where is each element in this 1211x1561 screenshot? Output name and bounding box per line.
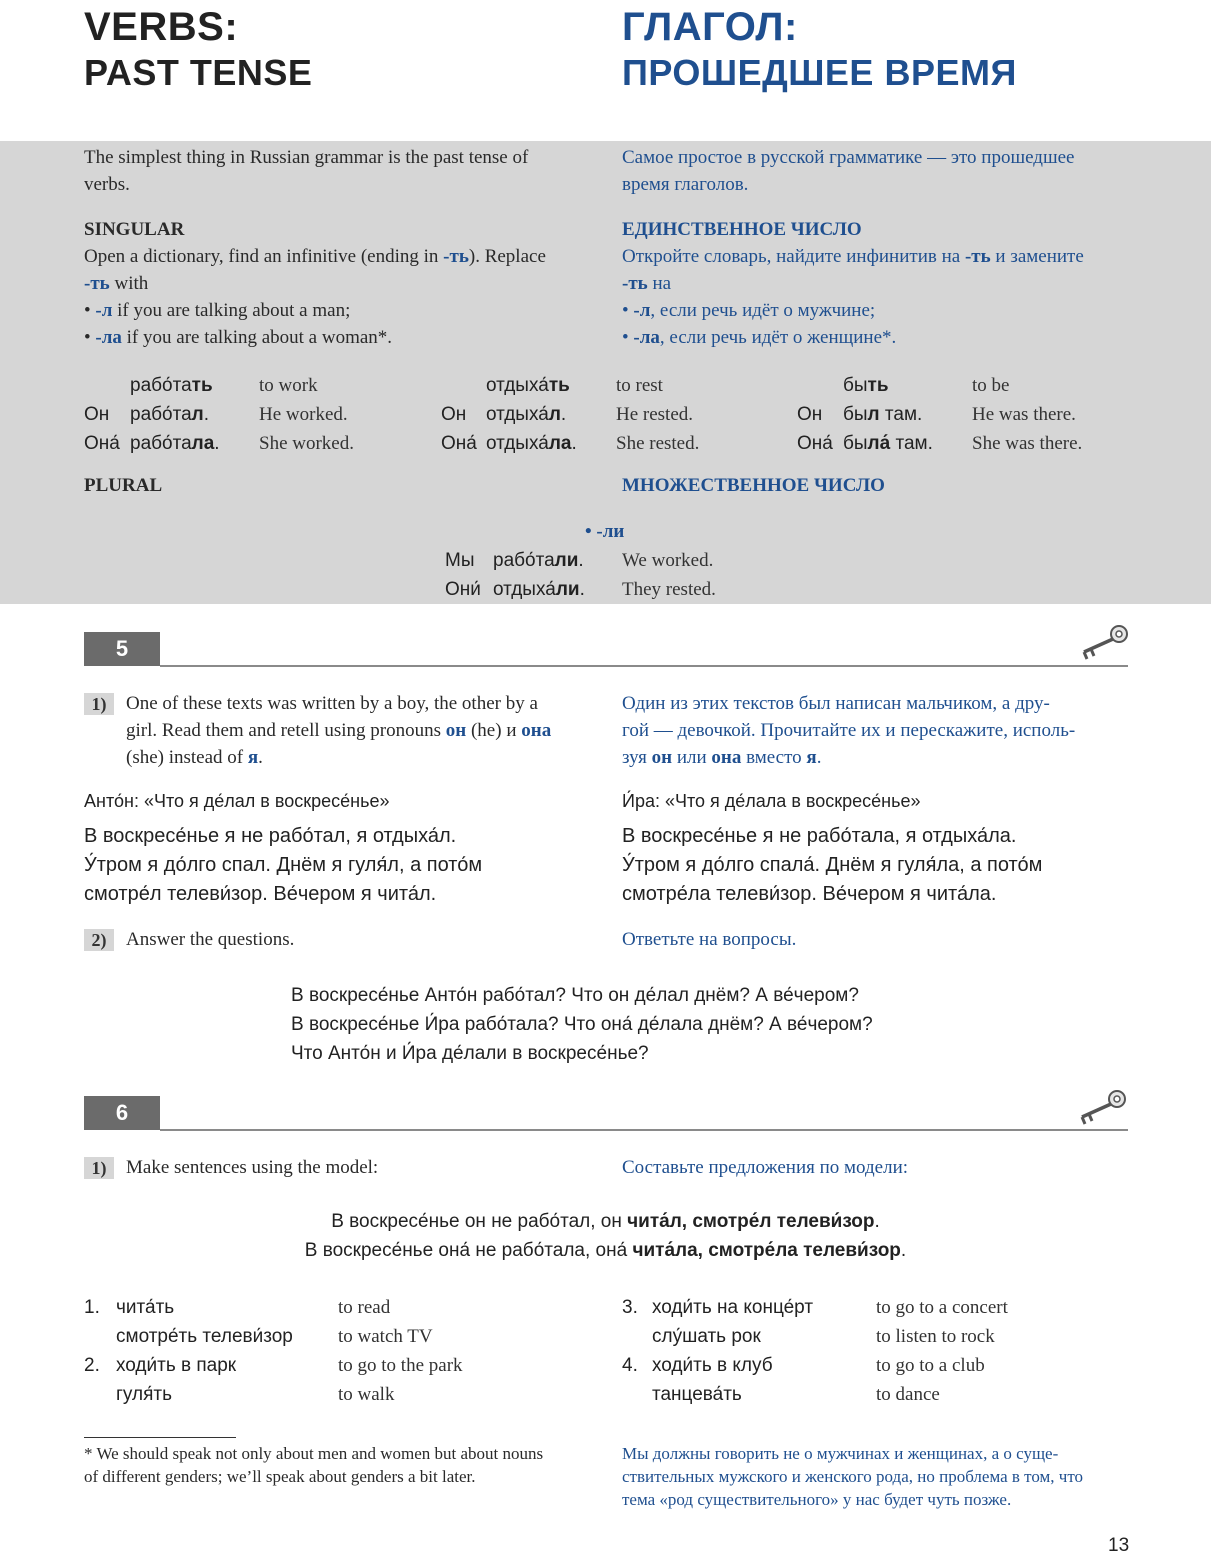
verb-ending: ла — [191, 433, 215, 454]
plural-heading-en: PLURAL — [84, 475, 163, 496]
pronoun: Он — [441, 404, 467, 425]
verb-stem: бы — [843, 404, 868, 425]
text: или — [672, 747, 712, 768]
step-label: 1) — [84, 693, 114, 715]
intro-en-line: The simplest thing in Russian grammar is the past tense of — [84, 147, 529, 168]
verb-stem: отдыха́ — [486, 404, 549, 425]
keyword: он — [445, 720, 467, 741]
list-verb: слу́шать рок — [652, 1326, 761, 1347]
title-ru-line1: ГЛАГОЛ: — [622, 5, 798, 49]
text: . — [578, 550, 584, 571]
highlight: чита́ла, смотре́ла телеви́зор — [632, 1240, 901, 1261]
list-translation: to go to the park — [338, 1355, 463, 1376]
text: if you are talking about a woman*. — [121, 327, 393, 348]
verb-ending: ть — [191, 375, 213, 396]
questions — [291, 981, 873, 1068]
task-en — [126, 690, 596, 771]
text: . — [900, 1240, 907, 1261]
translation: She rested. — [616, 433, 700, 454]
verb-stem: рабо́та — [493, 550, 555, 571]
list-verb: ходи́ть в парк — [116, 1355, 237, 1376]
verb-ending: л — [191, 404, 204, 425]
text-line: смотре́л телеви́зор. Ве́чером я чита́л. — [84, 883, 437, 905]
text: . — [560, 404, 567, 425]
text: with — [109, 273, 149, 294]
verb-stem: отдыха́ — [486, 375, 549, 396]
verb-stem: рабо́та — [130, 433, 192, 454]
title-en-line1: VERBS: — [84, 5, 239, 49]
keyword: я — [806, 747, 817, 768]
title-en-line2: PAST TENSE — [84, 52, 313, 93]
text: One of these texts was written by a boy, the other by a — [126, 693, 538, 714]
list-verb: ходи́ть в клуб — [652, 1355, 773, 1376]
bullet: • — [84, 327, 91, 348]
ending: -ла — [633, 327, 660, 348]
keyword: он — [651, 747, 673, 768]
text-title-anton: Анто́н: «Что я де́лал в воскресе́нье» — [84, 791, 390, 811]
list-number: 3. — [622, 1297, 638, 1318]
text: , если речь идёт о женщине*. — [659, 327, 897, 348]
section-divider — [160, 665, 1128, 667]
verb-ending: ла́ — [867, 433, 891, 454]
section-divider — [160, 1129, 1128, 1131]
bullet: • — [622, 300, 629, 321]
verb-stem: отдыха́ — [493, 579, 556, 600]
text: вместо — [741, 747, 807, 768]
task-ru — [622, 690, 1132, 771]
verb-stem: отдыха́ — [486, 433, 549, 454]
list-verb: гуля́ть — [116, 1384, 172, 1405]
translation: She worked. — [259, 433, 354, 454]
list-translation: to go to a concert — [876, 1297, 1008, 1318]
footnote-line: of different genders; we’ll speak about genders a bit later. — [84, 1467, 476, 1486]
text: там. — [879, 404, 923, 425]
text: зуя — [622, 747, 652, 768]
text: . — [816, 747, 822, 768]
ending: -ла — [95, 327, 122, 348]
text: на — [647, 273, 672, 294]
task-ru: Ответьте на вопросы. — [622, 929, 797, 950]
pronoun: Он — [797, 404, 823, 425]
verb-ending: ла — [548, 433, 572, 454]
translation: She was there. — [972, 433, 1083, 454]
translation: We worked. — [622, 550, 714, 571]
question: В воскресе́нье Анто́н рабо́тал? Что он де́лал днём? А ве́чером? — [291, 985, 859, 1006]
footnote-line: тема «род существительного» у нас будет чуть позже. — [622, 1490, 1012, 1509]
list-verb: смотре́ть телеви́зор — [116, 1326, 293, 1347]
list-translation: to listen to rock — [876, 1326, 995, 1347]
text: (he) и — [466, 720, 522, 741]
text: if you are talking about a man; — [112, 300, 351, 321]
footnote-rule — [84, 1437, 236, 1438]
verb-stem: рабо́та — [130, 404, 192, 425]
key-icon — [1078, 622, 1132, 662]
text: гой — девочкой. Прочитайте их и перескажите, исполь- — [622, 720, 1076, 741]
text: . — [258, 747, 263, 768]
text: . — [579, 579, 585, 600]
text: Open a dictionary, find an infinitive (ending in — [84, 246, 444, 267]
footnote-line: ствительных мужского и женского рода, но проблема в том, что — [622, 1467, 1084, 1486]
highlight: чита́л, смотре́л телеви́зор — [627, 1211, 875, 1232]
singular-heading-ru: ЕДИНСТВЕННОЕ ЧИСЛО — [622, 219, 862, 240]
text: В воскресе́нье она́ не рабо́тала, она́ — [304, 1240, 633, 1261]
text-line: В воскресе́нье я не рабо́тал, я отдыха́л. — [84, 825, 457, 847]
translation: They rested. — [622, 579, 716, 600]
translation: He was there. — [972, 404, 1076, 425]
ending: -л — [633, 300, 651, 321]
text-anton — [84, 822, 482, 909]
verb-ending: ть — [548, 375, 570, 396]
task-en: Answer the questions. — [126, 929, 295, 950]
list-translation: to watch TV — [338, 1326, 433, 1347]
text: Откройте словарь, найдите инфинитив на — [622, 246, 965, 267]
singular-rule-en — [84, 243, 604, 351]
list-translation: to dance — [876, 1384, 940, 1405]
text: . — [214, 433, 220, 454]
ending: -ть — [964, 246, 991, 267]
text: (she) instead of — [126, 747, 248, 768]
text: там. — [890, 433, 933, 454]
translation: He rested. — [616, 404, 694, 425]
text: , если речь идёт о мужчине; — [650, 300, 876, 321]
pronoun: Она́ — [797, 433, 833, 454]
verb-stem: бы — [843, 433, 868, 454]
list-verb: ходи́ть на конце́рт — [652, 1297, 814, 1318]
translation: He worked. — [259, 404, 348, 425]
plural-ending: • -ли — [585, 521, 625, 542]
text-line: В воскресе́нье я не рабо́тала, я отдыха́ла. — [622, 825, 1017, 847]
keyword: она — [521, 720, 552, 741]
text: ). Replace — [468, 246, 546, 267]
exercise-number: 6 — [84, 1096, 160, 1130]
ending: -ть — [443, 246, 469, 267]
keyword: она — [711, 747, 742, 768]
text: Один из этих текстов был написан мальчиком, а дру- — [622, 693, 1050, 714]
footnote-ru — [622, 1442, 1134, 1511]
list-number: 2. — [84, 1355, 100, 1376]
intro-ru-line: время глаголов. — [622, 174, 749, 195]
intro-ru — [622, 144, 1132, 198]
ending: -л — [95, 300, 113, 321]
verb-ending: ть — [867, 375, 889, 396]
verb-ending: л — [548, 404, 561, 425]
plural-heading-ru: МНОЖЕСТВЕННОЕ ЧИСЛО — [622, 475, 885, 496]
text-title-ira: И́ра: «Что я де́лала в воскресе́нье» — [622, 791, 921, 811]
list-translation: to read — [338, 1297, 391, 1318]
bullet: • — [84, 300, 91, 321]
title-ru-line2: ПРОШЕДШЕЕ ВРЕМЯ — [622, 52, 1017, 93]
intro-en — [84, 144, 594, 198]
bullet: • — [622, 327, 629, 348]
pronoun: Мы — [445, 550, 475, 571]
step-label: 1) — [84, 1157, 114, 1179]
task-ru: Составьте предложения по модели: — [622, 1157, 909, 1178]
list-verb: чита́ть — [116, 1297, 175, 1318]
key-icon — [1076, 1087, 1130, 1127]
intro-en-line: verbs. — [84, 174, 130, 195]
keyword: я — [247, 747, 259, 768]
translation: to be — [972, 375, 1010, 396]
intro-ru-line: Самое простое в русской грамматике — это прошедшее — [622, 147, 1075, 168]
pronoun: Он — [84, 404, 110, 425]
text: . — [571, 433, 577, 454]
verb-ending: ли — [555, 579, 580, 600]
model-sentences — [0, 1207, 1211, 1265]
translation: to rest — [616, 375, 663, 396]
verb-ending: ли — [554, 550, 579, 571]
list-translation: to walk — [338, 1384, 395, 1405]
text: girl. Read them and retell using pronouns — [126, 720, 446, 741]
verb-ending: л — [867, 404, 880, 425]
list-number: 4. — [622, 1355, 638, 1376]
page-number: 13 — [1108, 1535, 1130, 1556]
ending: -ть — [622, 273, 648, 294]
footnote-en — [84, 1442, 596, 1488]
list-translation: to go to a club — [876, 1355, 985, 1376]
text: В воскресе́нье он не рабо́тал, он — [331, 1211, 628, 1232]
singular-rule-ru — [622, 243, 1142, 351]
pronoun: Она́ — [84, 433, 120, 454]
exercise-number: 5 — [84, 632, 160, 666]
list-verb: танцева́ть — [652, 1384, 742, 1405]
question: В воскресе́нье И́ра рабо́тала? Что она́ де́лала днём? А ве́чером? — [291, 1014, 873, 1035]
translation: to work — [259, 375, 318, 396]
text-ira — [622, 822, 1042, 909]
text: . — [203, 404, 209, 425]
list-number: 1. — [84, 1297, 100, 1318]
text-line: У́тром я до́лго спала́. Днём я гуля́ла, а пото́м — [622, 854, 1043, 876]
question: Что Анто́н и И́ра де́лали в воскресе́нье? — [291, 1043, 649, 1064]
text: . — [874, 1211, 880, 1232]
footnote-line: * We should speak not only about men and women but about nouns — [84, 1444, 544, 1463]
pronoun: Она́ — [441, 433, 477, 454]
ending: -ть — [84, 273, 110, 294]
verb-stem: бы — [843, 375, 868, 396]
task-en: Make sentences using the model: — [126, 1157, 379, 1178]
singular-heading-en: SINGULAR — [84, 219, 185, 240]
text-line: смотре́ла телеви́зор. Ве́чером я чита́ла. — [622, 883, 997, 905]
text-line: У́тром я до́лго спал. Днём я гуля́л, а пото́м — [84, 854, 483, 876]
text: и замените — [990, 246, 1084, 267]
step-label: 2) — [84, 929, 114, 951]
footnote-line: Мы должны говорить не о мужчинах и женщинах, а о суще- — [622, 1444, 1059, 1463]
verb-stem: рабо́та — [130, 375, 192, 396]
pronoun: Они́ — [445, 579, 481, 600]
